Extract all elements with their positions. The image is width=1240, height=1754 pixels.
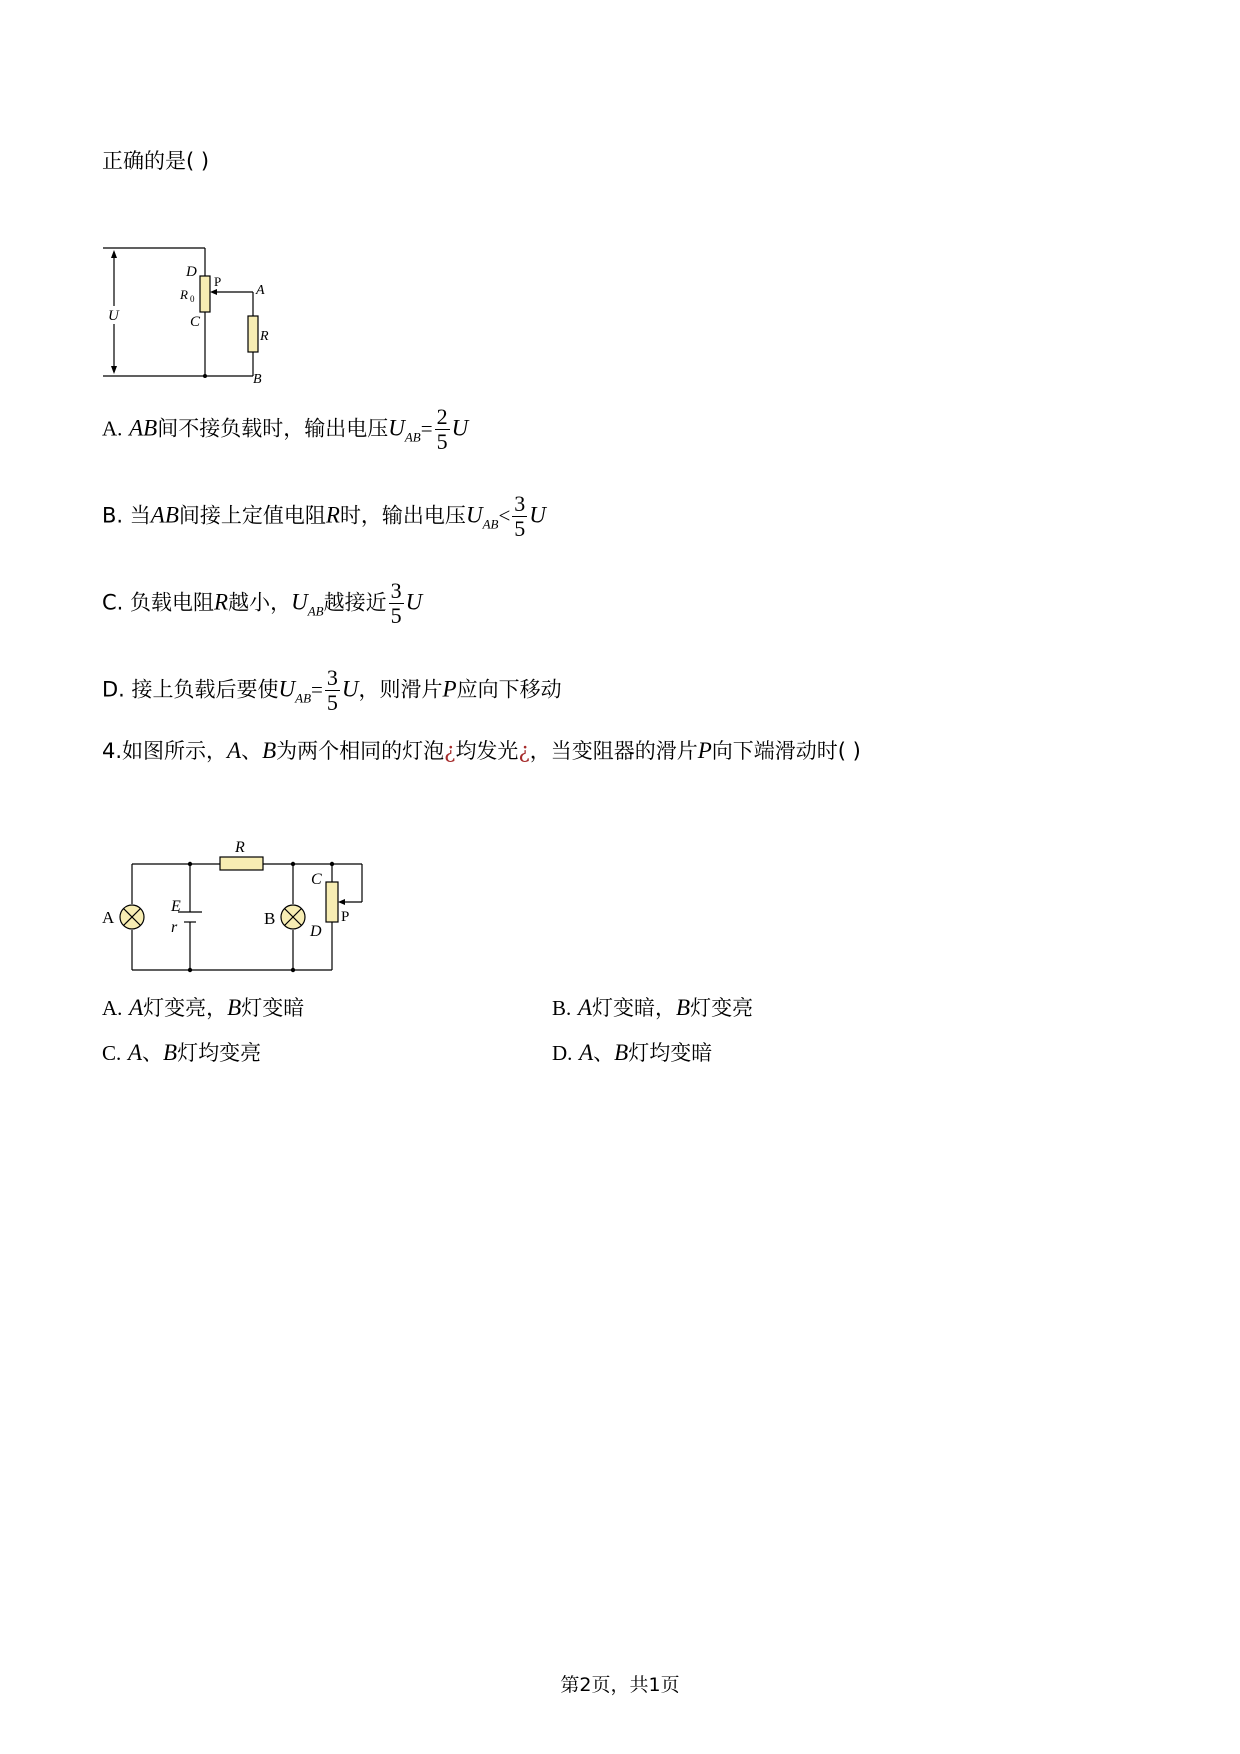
label-B: B	[264, 909, 276, 928]
fraction: $\frac{3}{5}$	[326, 665, 338, 715]
lamp-circuit-diagram	[98, 832, 378, 982]
fraction: $\frac{3}{5}$	[514, 491, 526, 541]
fraction: $\frac{2}{5}$	[436, 404, 448, 454]
option-d: D. 接上负载后要使$U_{AB}=$ $\frac{3}{5}$ U，则滑片P应向下移动	[102, 665, 562, 715]
lamp-b-icon	[281, 905, 305, 929]
label-D: D	[186, 264, 197, 280]
label-B: B	[253, 372, 262, 387]
option-b: B. 当AB间接上定值电阻R时，输出电压$U_{AB}<$ $\frac{3}{5}$ U	[102, 491, 546, 541]
q4-option-d: D. A、B灯均变暗	[552, 1040, 713, 1065]
label-R0: R	[180, 287, 188, 302]
question-4-stem: 4.如图所示，A、B为两个相同的灯泡¿均发光¿，当变阻器的滑片P向下端滑动时( )	[102, 738, 861, 763]
q4-option-a: A. A灯变亮，B灯变暗	[102, 995, 305, 1020]
label-U: U	[108, 308, 119, 324]
potentiometer-circuit-diagram	[98, 240, 288, 390]
label-C: C	[311, 871, 322, 888]
option-a: A. AB间不接负载时，输出电压$U_{AB}=$ $\frac{2}{5}$ U	[102, 404, 469, 454]
label-r: r	[171, 919, 178, 936]
label-R: R	[260, 329, 269, 344]
label-R0-subscript: 0	[190, 294, 195, 304]
q4-option-c: C. A、B灯均变亮	[102, 1040, 262, 1065]
label-E: E	[171, 898, 181, 915]
label-P: P	[341, 909, 350, 925]
lamp-a-icon	[120, 905, 144, 929]
label-D: D	[310, 923, 322, 940]
page-footer: 第2页，共1页	[560, 1674, 680, 1696]
label-R: R	[235, 839, 245, 856]
label-A: A	[102, 908, 115, 927]
option-c: C. 负载电阻R越小，$U_{AB}$越接近 $\frac{3}{5}$ U	[102, 578, 423, 628]
label-A: A	[256, 283, 265, 298]
label-C: C	[190, 314, 201, 330]
fraction: $\frac{3}{5}$	[390, 578, 402, 628]
label-P: P	[214, 274, 222, 289]
question-stem-tail: 正确的是( )	[102, 149, 210, 173]
q4-option-b: B. A灯变暗，B灯变亮	[552, 995, 754, 1020]
